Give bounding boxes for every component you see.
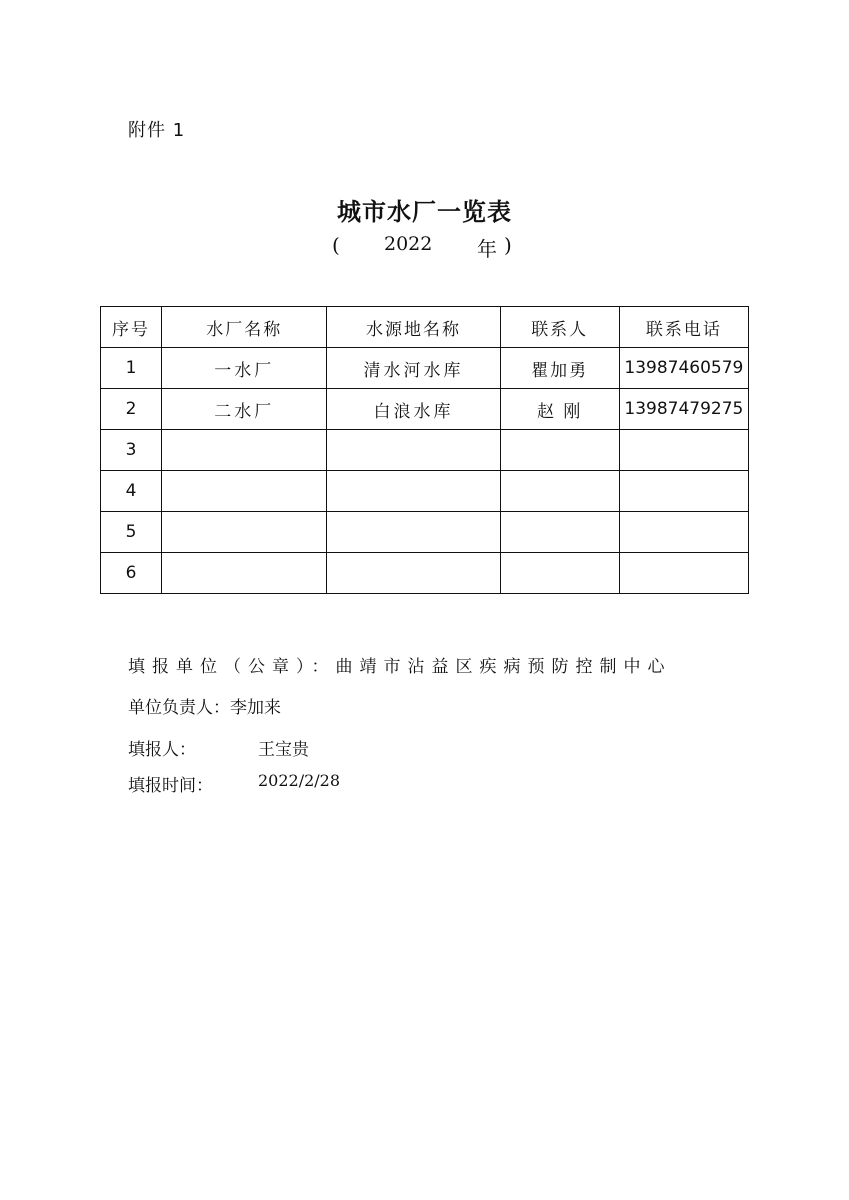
header-index: 序号 xyxy=(101,307,162,348)
unit-head-line xyxy=(128,693,281,718)
report-time-value: 2022/2/28 xyxy=(258,771,341,790)
table-header-row xyxy=(101,307,749,348)
year-close-paren: ) xyxy=(504,233,512,257)
cell-plant-name: 一水厂 xyxy=(162,348,327,389)
cell-source-name: 清水河水库 xyxy=(327,348,500,389)
cell-plant-name xyxy=(162,553,327,594)
cell-index: 6 xyxy=(101,553,162,594)
cell-index: 3 xyxy=(101,430,162,471)
cell-source-name xyxy=(327,553,500,594)
cell-index: 1 xyxy=(101,348,162,389)
table-row xyxy=(101,471,749,512)
year-line xyxy=(332,233,532,263)
cell-phone xyxy=(619,471,748,512)
page-title: 城市水厂一览表 xyxy=(337,197,512,226)
cell-phone xyxy=(619,430,748,471)
cell-contact xyxy=(500,512,619,553)
table-row xyxy=(101,430,749,471)
cell-index: 4 xyxy=(101,471,162,512)
unit-head-label: 单位负责人： xyxy=(128,698,230,718)
reporting-unit: 填报单位（公章）：曲靖市沾益区疾病预防控制中心 xyxy=(128,657,672,677)
year-open-paren: ( xyxy=(332,233,340,257)
cell-phone xyxy=(619,512,748,553)
table-row xyxy=(101,389,749,430)
cell-phone xyxy=(619,553,748,594)
cell-source-name: 白浪水库 xyxy=(327,389,500,430)
cell-phone: 13987460579 xyxy=(619,348,748,389)
cell-index: 2 xyxy=(101,389,162,430)
cell-plant-name xyxy=(162,512,327,553)
cell-contact: 赵 刚 xyxy=(500,389,619,430)
year-unit: 年 xyxy=(477,237,497,261)
cell-plant-name xyxy=(162,471,327,512)
cell-source-name xyxy=(327,430,500,471)
reporter-line xyxy=(128,735,309,760)
report-time-line xyxy=(128,771,341,796)
year-value: 2022 xyxy=(384,233,433,255)
unit-head-value: 李加来 xyxy=(230,698,281,718)
table-row xyxy=(101,553,749,594)
reporter-label: 填报人： xyxy=(128,740,196,760)
cell-contact xyxy=(500,471,619,512)
cell-contact: 瞿加勇 xyxy=(500,348,619,389)
cell-contact xyxy=(500,430,619,471)
table-row xyxy=(101,348,749,389)
header-phone: 联系电话 xyxy=(619,307,748,348)
cell-source-name xyxy=(327,512,500,553)
cell-plant-name: 二水厂 xyxy=(162,389,327,430)
header-plant-name: 水厂名称 xyxy=(162,307,327,348)
cell-plant-name xyxy=(162,430,327,471)
cell-contact xyxy=(500,553,619,594)
header-contact: 联系人 xyxy=(500,307,619,348)
cell-index: 5 xyxy=(101,512,162,553)
header-source-name: 水源地名称 xyxy=(327,307,500,348)
table-row xyxy=(101,512,749,553)
report-time-label: 填报时间： xyxy=(128,776,213,796)
cell-source-name xyxy=(327,471,500,512)
water-plant-table xyxy=(100,306,749,594)
attachment-label: 附件 1 xyxy=(128,120,186,141)
reporter-value: 王宝贵 xyxy=(258,740,309,760)
cell-phone: 13987479275 xyxy=(619,389,748,430)
